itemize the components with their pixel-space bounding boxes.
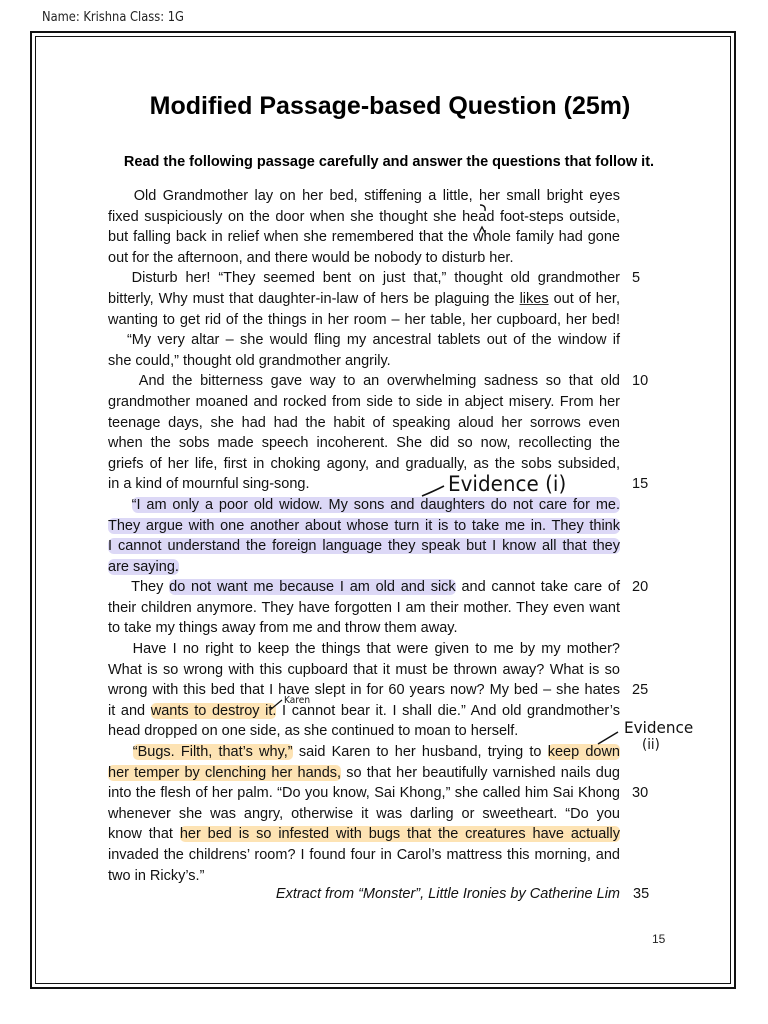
passage-line: [108, 433, 620, 454]
annotation-evidence-1: Evidence (i): [448, 472, 567, 496]
passage-line: [108, 536, 620, 557]
passage-line: [108, 660, 620, 681]
passage-line: [108, 845, 620, 866]
annotation-stroke-icon: [420, 482, 450, 502]
line-number: 10: [632, 373, 649, 390]
passage-text: it and: [108, 702, 151, 719]
passage-text: head dropped on one side, as she continued to moan to herself.: [108, 723, 519, 740]
passage: [108, 186, 649, 886]
passage-line: [108, 392, 620, 413]
passage-line: [108, 742, 620, 763]
line-number: 35: [633, 886, 650, 902]
passage-text: They: [108, 579, 170, 596]
line-number: 15: [632, 476, 649, 493]
passage-line: [108, 413, 620, 434]
passage-text: And the bitterness gave way to an overwhelming sadness so that old: [108, 373, 620, 390]
passage-line: [108, 577, 649, 598]
passage-text: in a kind of mournful sing-song.: [108, 476, 310, 493]
passage-line: [108, 866, 620, 887]
passage-line: [108, 557, 620, 578]
passage-line: [108, 330, 620, 351]
passage-text: [108, 744, 133, 760]
passage-line: [108, 804, 620, 825]
passage-text: out of her,: [548, 290, 620, 307]
highlight-evidence: “I am only a poor old widow. My sons and daughters do not care for me.: [131, 496, 620, 513]
annotation-stroke-icon: [268, 698, 288, 712]
passage-line: [108, 371, 649, 392]
source-credit: Extract from “Monster”, Little Ironies by Catherine Lim: [275, 886, 620, 902]
passage-text: said Karen to her husband, trying to: [292, 744, 548, 761]
passage-text: grandmother moaned and rocked from side to side in abject misery. From her: [108, 393, 620, 410]
passage-text: out for the afternoon, and there would be nobody to disturb her.: [108, 249, 514, 266]
highlight-evidence: her temper by clenching her hands,: [108, 764, 342, 781]
annotation-evidence-2-number: (ii): [642, 737, 660, 753]
passage-text: I cannot bear it. I shall die.” And old grandmother’s: [276, 702, 620, 719]
passage-line: [108, 516, 620, 537]
passage-line: [108, 248, 620, 269]
passage-line: [108, 763, 620, 784]
passage-line: [108, 701, 620, 722]
underlined-word: likes: [519, 290, 549, 307]
insertion-mark-icon: [476, 203, 490, 239]
annotation-karen: Karen: [284, 695, 311, 706]
passage-line: [108, 495, 620, 516]
passage-text: bitterly, Why must that daughter-in-law of hers be plaguing the: [108, 290, 520, 307]
student-info: Name: Krishna Class: 1G: [42, 9, 184, 25]
passage-line: [108, 824, 620, 845]
passage-line: [108, 310, 620, 331]
highlight-evidence: They argue with one another about whose turn it is to take me in. They think: [108, 517, 620, 534]
line-number: 30: [632, 785, 649, 802]
passage-text: Disturb her! “They seemed bent on just that,” thought old grandmother: [108, 270, 620, 287]
passage-text: wrong with this bed that I have slept in for 60 years now? My bed – she hates: [108, 682, 620, 699]
passage-line: [108, 618, 620, 639]
passage-text: invaded the childrens’ room? I found four in Carol’s mattress this morning, and: [108, 847, 620, 863]
passage-line: [108, 598, 620, 619]
passage-line: [108, 268, 641, 289]
passage-text: two in Ricky’s.”: [108, 867, 205, 884]
highlight-evidence: do not want me because I am old and sick: [169, 579, 456, 596]
passage-line: [108, 289, 620, 310]
passage-text: fixed suspiciously on the door when she thought she head foot-steps outside,: [108, 208, 620, 225]
passage-text: whenever she was angry, otherwise it was darling or sweetheart. “Do you: [108, 805, 620, 822]
highlight-evidence: her bed is so infested with bugs that the creatures have actually: [179, 826, 621, 843]
instructions: Read the following passage carefully and answer the questions that follow it.: [123, 154, 655, 170]
passage-text: know that: [108, 826, 180, 843]
annotation-stroke-icon: [596, 728, 626, 748]
passage-text: and cannot take care of: [455, 579, 621, 596]
passage-text: Old Grandmother lay on her bed, stiffening a little, her small bright eyes: [108, 188, 620, 204]
highlight-evidence: wants to destroy it.: [150, 702, 277, 719]
passage-text: teenage days, she had had the habit of speaking aloud her sorrows even: [108, 414, 620, 431]
highlight-evidence: keep down: [547, 744, 620, 761]
highlight-evidence: are saying.: [108, 558, 179, 575]
passage-line: [108, 639, 620, 660]
passage-line: [108, 351, 620, 372]
page-number: 15: [652, 932, 666, 946]
annotation-evidence-2: Evidence: [624, 718, 694, 737]
highlight-evidence: I cannot understand the foreign language they speak but I know all that they: [108, 538, 620, 555]
passage-text: their children anymore. They have forgotten I am their mother. They even want: [108, 599, 620, 616]
passage-text: she could,” thought old grandmother angrily.: [108, 352, 391, 369]
passage-text: but falling back in relief when she remembered that the whole family had gone: [108, 229, 620, 246]
passage-text: so that her beautifully varnished nails dug: [341, 764, 620, 781]
passage-text: to take my things away from me and throw them away.: [108, 620, 458, 637]
passage-text: when the sobs made speech incoherent. She did so now, recollecting the: [108, 435, 620, 452]
line-number: 20: [632, 579, 649, 596]
passage-line: [108, 186, 620, 207]
passage-line: [108, 227, 620, 248]
page-title: Modified Passage-based Question (25m): [149, 92, 631, 120]
passage-text: What is so wrong with this cupboard that it must be thrown away? What is so: [108, 661, 620, 678]
passage-text: into the flesh of her palm. “Do you know, Sai Khong,” she called him Sai Khong: [108, 785, 620, 802]
passage-text: wanting to get rid of the things in her room – her table, her cupboard, her bed!: [108, 311, 620, 328]
passage-line: [108, 680, 649, 701]
passage-text: “My very altar – she would fling my ancestral tablets out of the window if: [108, 332, 620, 349]
passage-line: [108, 207, 620, 228]
passage-text: Have I no right to keep the things that were given to me by my mother?: [108, 641, 620, 658]
highlight-evidence: “Bugs. Filth, that’s why,”: [132, 744, 293, 761]
passage-text: griefs of her life, first in choking agony, and gradually, as the sobs subsided,: [108, 455, 620, 472]
passage-line: [108, 783, 649, 804]
line-number: 25: [632, 682, 649, 699]
line-number: 5: [632, 270, 641, 287]
passage-text: [108, 497, 132, 513]
passage-line: [108, 721, 620, 742]
